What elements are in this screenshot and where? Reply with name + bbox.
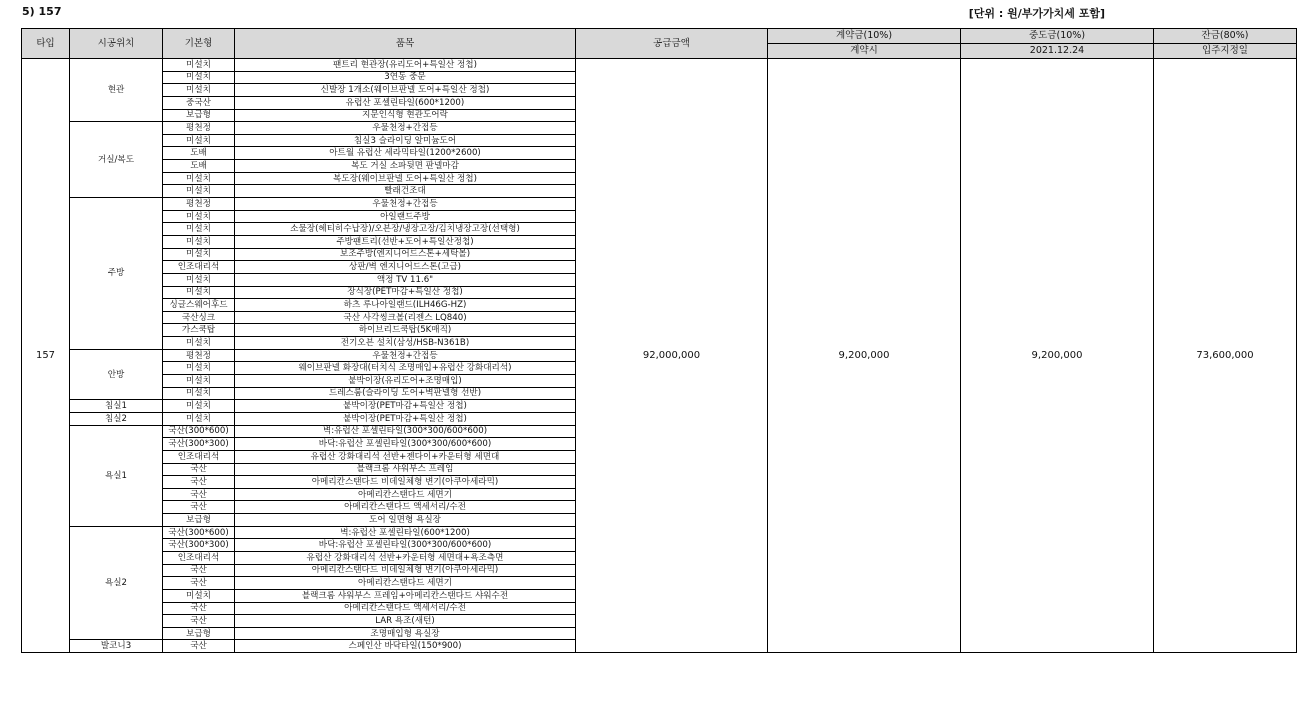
basic-cell: 싱글스웨어후드 [163,299,235,312]
col-balance-header: 잔금(80%) [1154,29,1297,44]
basic-cell: 미설치 [163,185,235,198]
basic-cell: 인조대리석 [163,261,235,274]
basic-cell: 미설치 [163,273,235,286]
col-item-header: 품목 [235,29,576,59]
item-cell: 하츠 루나아일랜드(ILH46G-HZ) [235,299,576,312]
basic-cell: 국산 [163,488,235,501]
item-cell: 전기오븐 설치(삼성/HSB-N361B) [235,337,576,350]
table-row [22,59,1297,72]
item-cell: 지문인식형 현관도어락 [235,109,576,122]
basic-cell: 중국산 [163,96,235,109]
item-cell: 침실3 슬라이딩 알미늄도어 [235,134,576,147]
basic-cell: 국산 [163,577,235,590]
col-contract-header: 계약금(10%) [768,29,961,44]
item-cell: 아메리칸스탠다드 액세서리/수전 [235,602,576,615]
item-cell: 국산 사각씽크볼(리젠스 LQ840) [235,311,576,324]
item-cell: 유럽산 강화대리석 선반+카운터형 세면대+욕조측면 [235,551,576,564]
item-cell: 복도 거실 소파뒷면 판넬마감 [235,160,576,173]
basic-cell: 보급형 [163,627,235,640]
col-supply-header: 공급금액 [576,29,768,59]
basic-cell: 국산(300*300) [163,438,235,451]
basic-cell: 국산(300*300) [163,539,235,552]
type-value: 157 [22,59,70,653]
basic-cell: 국산 [163,476,235,489]
item-cell: 드레스룸(슬라이딩 도어+벽판넬형 선반) [235,387,576,400]
item-cell: LAR 욕조(새턴) [235,615,576,628]
basic-cell: 미설치 [163,286,235,299]
section-caption: 5) 157 [22,5,62,18]
basic-cell: 미설치 [163,71,235,84]
basic-cell: 평천정 [163,198,235,211]
basic-cell: 미설치 [163,375,235,388]
location-cell: 침실2 [70,412,163,425]
item-cell: 보조주방(엔지니어드스톤+세탁볼) [235,248,576,261]
item-cell: 붙박이장(PET마감+특일산 정첩) [235,400,576,413]
basic-cell: 미설치 [163,337,235,350]
balance-amount: 73,600,000 [1154,59,1297,653]
col-type-header: 타입 [22,29,70,59]
location-cell: 거실/복도 [70,122,163,198]
item-cell: 붙박이장(유리도어+조명매입) [235,375,576,388]
item-cell: 아일랜드주방 [235,210,576,223]
item-cell: 아트월 유럽산 세라믹타일(1200*2600) [235,147,576,160]
item-cell: 아메리칸스탠다드 비데일체형 변기(아쿠아세라믹) [235,476,576,489]
item-cell: 상판/벽 엔지니어드스톤(고급) [235,261,576,274]
item-cell: 신발장 1개소(웨이브판넬 도어+특일산 정첩) [235,84,576,97]
basic-cell: 보급형 [163,109,235,122]
basic-cell: 미설치 [163,134,235,147]
item-cell: 아메리칸스탠다드 비데일체형 변기(아쿠아세라믹) [235,564,576,577]
basic-cell: 도배 [163,147,235,160]
basic-cell: 국산 [163,463,235,476]
basic-cell: 인조대리석 [163,450,235,463]
item-cell: 붙박이장(PET마감+특일산 정첩) [235,412,576,425]
basic-cell: 미설치 [163,362,235,375]
item-cell: 유럽산 강화대리석 선반+젠다이+카운터형 세면대 [235,450,576,463]
item-cell: 웨이브판넬 화장대(터치식 조명매입+유럽산 강화대리석) [235,362,576,375]
item-cell: 복도장(웨이브판넬 도어+특일산 정첩) [235,172,576,185]
contract-amount: 9,200,000 [768,59,961,653]
basic-cell: 미설치 [163,589,235,602]
location-cell: 욕실2 [70,526,163,640]
location-cell: 현관 [70,59,163,122]
item-cell: 아메리칸스탠다드 세면기 [235,577,576,590]
basic-cell: 국산 [163,615,235,628]
basic-cell: 미설치 [163,59,235,72]
item-cell: 블랙크롬 샤워부스 프레임+아메리칸스탠다드 샤워수전 [235,589,576,602]
basic-cell: 미설치 [163,235,235,248]
basic-cell: 미설치 [163,248,235,261]
item-cell: 소물장(헤티히수납장)/오븐장/냉장고장/김치냉장고장(선택형) [235,223,576,236]
basic-cell: 도배 [163,160,235,173]
item-cell: 도어 일면형 욕실장 [235,514,576,527]
basic-cell: 미설치 [163,172,235,185]
location-cell: 발코니3 [70,640,163,653]
location-cell: 침실1 [70,400,163,413]
item-cell: 조명매입형 욕실장 [235,627,576,640]
col-contract-when: 계약시 [768,44,961,59]
item-cell: 아메리칸스탠다드 세면기 [235,488,576,501]
basic-cell: 국산 [163,501,235,514]
basic-cell: 평천정 [163,349,235,362]
item-cell: 벽:유럽산 포셀린타일(600*1200) [235,526,576,539]
item-cell: 장식장(PET마감+특일산 정첩) [235,286,576,299]
basic-cell: 미설치 [163,412,235,425]
col-location-header: 시공위치 [70,29,163,59]
basic-cell: 미설치 [163,387,235,400]
basic-cell: 국산(300*600) [163,425,235,438]
unit-note: [단위 : 원/부가가치세 포함] [968,7,1105,20]
item-cell: 유럽산 포셀린타일(600*1200) [235,96,576,109]
location-cell: 안방 [70,349,163,400]
basic-cell: 국산(300*600) [163,526,235,539]
basic-cell: 국산 [163,602,235,615]
basic-cell: 가스쿡탑 [163,324,235,337]
basic-cell: 국산싱크 [163,311,235,324]
item-cell: 벽:유럽산 포셀린타일(300*300/600*600) [235,425,576,438]
location-cell: 주방 [70,198,163,350]
col-basic-header: 기본형 [163,29,235,59]
item-cell: 우물천정+간접등 [235,349,576,362]
item-cell: 아메리칸스탠다드 액세서리/수전 [235,501,576,514]
option-price-table [21,28,1297,653]
basic-cell: 미설치 [163,210,235,223]
col-middle-header: 중도금(10%) [961,29,1154,44]
item-cell: 빨래건조대 [235,185,576,198]
item-cell: 스페인산 바닥타일(150*900) [235,640,576,653]
basic-cell: 미설치 [163,400,235,413]
basic-cell: 평천정 [163,122,235,135]
item-cell: 바닥:유럽산 포셀린타일(300*300/600*600) [235,539,576,552]
item-cell: 블랙크롬 샤워부스 프레임 [235,463,576,476]
supply-amount: 92,000,000 [576,59,768,653]
item-cell: 바닥:유럽산 포셀린타일(300*300/600*600) [235,438,576,451]
item-cell: 3연동 중문 [235,71,576,84]
item-cell: 우물천정+간접등 [235,122,576,135]
middle-amount: 9,200,000 [961,59,1154,653]
table-body [22,59,1297,653]
location-cell: 욕실1 [70,425,163,526]
col-middle-date: 2021.12.24 [961,44,1154,59]
item-cell: 주방팬트리(선반+도어+특일산정첩) [235,235,576,248]
basic-cell: 보급형 [163,514,235,527]
basic-cell: 미설치 [163,84,235,97]
item-cell: 하이브리드쿡탑(5K매직) [235,324,576,337]
basic-cell: 국산 [163,640,235,653]
item-cell: 액정 TV 11.6" [235,273,576,286]
item-cell: 우물천정+간접등 [235,198,576,211]
basic-cell: 인조대리석 [163,551,235,564]
item-cell: 팬트리 현관장(유리도어+특일산 정첩) [235,59,576,72]
basic-cell: 미설치 [163,223,235,236]
basic-cell: 국산 [163,564,235,577]
col-balance-when: 입주지정일 [1154,44,1297,59]
